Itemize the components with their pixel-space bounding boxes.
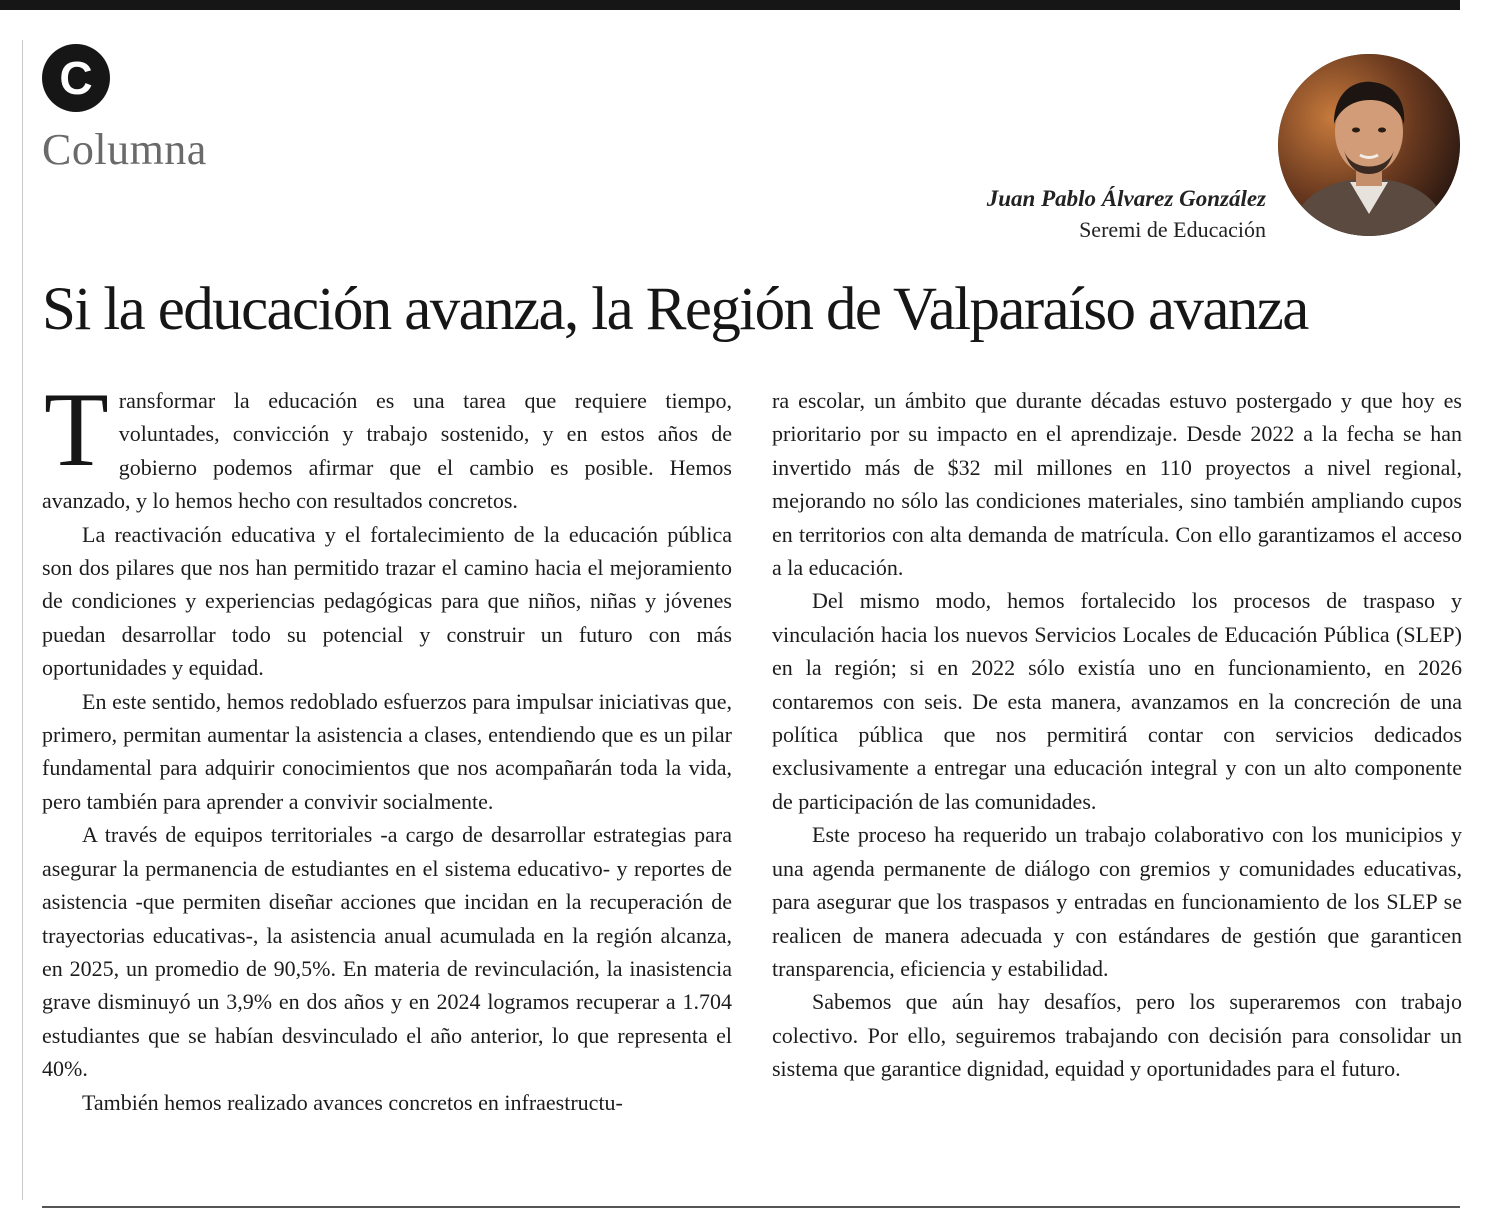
paragraph: ra escolar, un ámbito que durante décadas estuvo postergado y que hoy es prioritario por su impacto en el aprendizaje. Desde 2022 a la fecha se han invertido más de $32 mil millones en 110 proyectos a nivel regional, mejorando no sólo las condiciones materiales, sino también ampliando cupos en territorios con alta demanda de matrícula. Con ello garantizamos el acceso a la educación. <box>772 388 1462 581</box>
paragraph: También hemos realizado avances concretos en infraestructu- <box>82 1089 623 1115</box>
author-byline <box>987 184 1266 246</box>
paragraph: La reactivación educativa y el fortalecimiento de la educación pública son dos pilares que nos han permitido trazar el camino hacia el mejoramiento de condiciones y experiencias pedagógicas para que niños, niñas y jóvenes puedan desarrollar todo su potencial y construir un futuro con más oportunidades y equidad. <box>42 521 732 681</box>
headline: Si la educación avanza, la Región de Valparaíso avanza <box>42 276 1308 343</box>
paragraph <box>42 371 732 518</box>
article-column-right <box>772 384 1462 1086</box>
paragraph: Sabemos que aún hay desafíos, pero los superaremos con trabajo colectivo. Por ello, seguiremos trabajando con decisión para consolidar un sistema que garantice dignidad, equidad y oportunidades para el futuro. <box>772 989 1462 1082</box>
author-name: Juan Pablo Álvarez González <box>986 186 1266 211</box>
bottom-rule <box>42 1206 1460 1208</box>
author-role: Seremi de Educación <box>1079 217 1266 242</box>
paragraph: Del mismo modo, hemos fortalecido los procesos de traspaso y vinculación hacia los nuevos Servicios Locales de Educación Pública (SLEP) en la región; si en 2022 sólo existía uno en funcionamiento, en 2026 contaremos con seis. De esta manera, avanzamos en la concreción de una política pública que nos permitirá contar con servicios dedicados exclusivamente a entregar una educación integral y con un alto componente de participación de las comunidades. <box>772 588 1462 814</box>
author-portrait-image <box>1278 54 1460 236</box>
column-gutter-rule <box>22 40 23 1200</box>
paragraph: En este sentido, hemos redoblado esfuerzos para impulsar iniciativas que, primero, permitan aumentar la asistencia a clases, entendiendo que es un pilar fundamental para adquirir conocimientos que nos acompañarán toda la vida, pero también para aprender a convivir socialmente. <box>42 688 732 814</box>
section-badge: C <box>42 44 110 112</box>
paragraph: A través de equipos territoriales -a cargo de desarrollar estrategias para asegurar la permanencia de estudiantes en el sistema educativo- y reportes de asistencia -que permiten diseñar acciones que incidan en la recuperación de trayectorias educativas-, la asistencia anual acumulada en la región alcanza, en 2025, un promedio de 90,5%. En materia de revinculación, la inasistencia grave disminuyó un 3,9% en dos años y en 2024 logramos recuperar a 1.704 estudiantes que se habían desvinculado el año anterior, lo que representa el 40%. <box>42 822 732 1082</box>
article-column-left <box>42 371 732 1119</box>
paragraph-text: ransformar la educación es una tarea que requiere tiempo, voluntades, convicción y trabajo sostenido, y en estos años de gobierno podemos afirmar que el cambio es posible. Hemos avanzado, y lo hemos hecho con resultados concretos. <box>42 388 732 514</box>
top-rule <box>0 0 1460 10</box>
author-portrait <box>1278 54 1460 236</box>
dropcap: T <box>44 371 109 488</box>
paragraph: Este proceso ha requerido un trabajo colaborativo con los municipios y una agenda permanente de diálogo con gremios y comunidades educativas, para asegurar que los traspasos y entradas en funcionamiento de los SLEP se realicen de manera adecuada y con estándares de gestión que garanticen transparencia, eficiencia y estabilidad. <box>772 822 1462 981</box>
section-label: Columna <box>42 125 207 174</box>
